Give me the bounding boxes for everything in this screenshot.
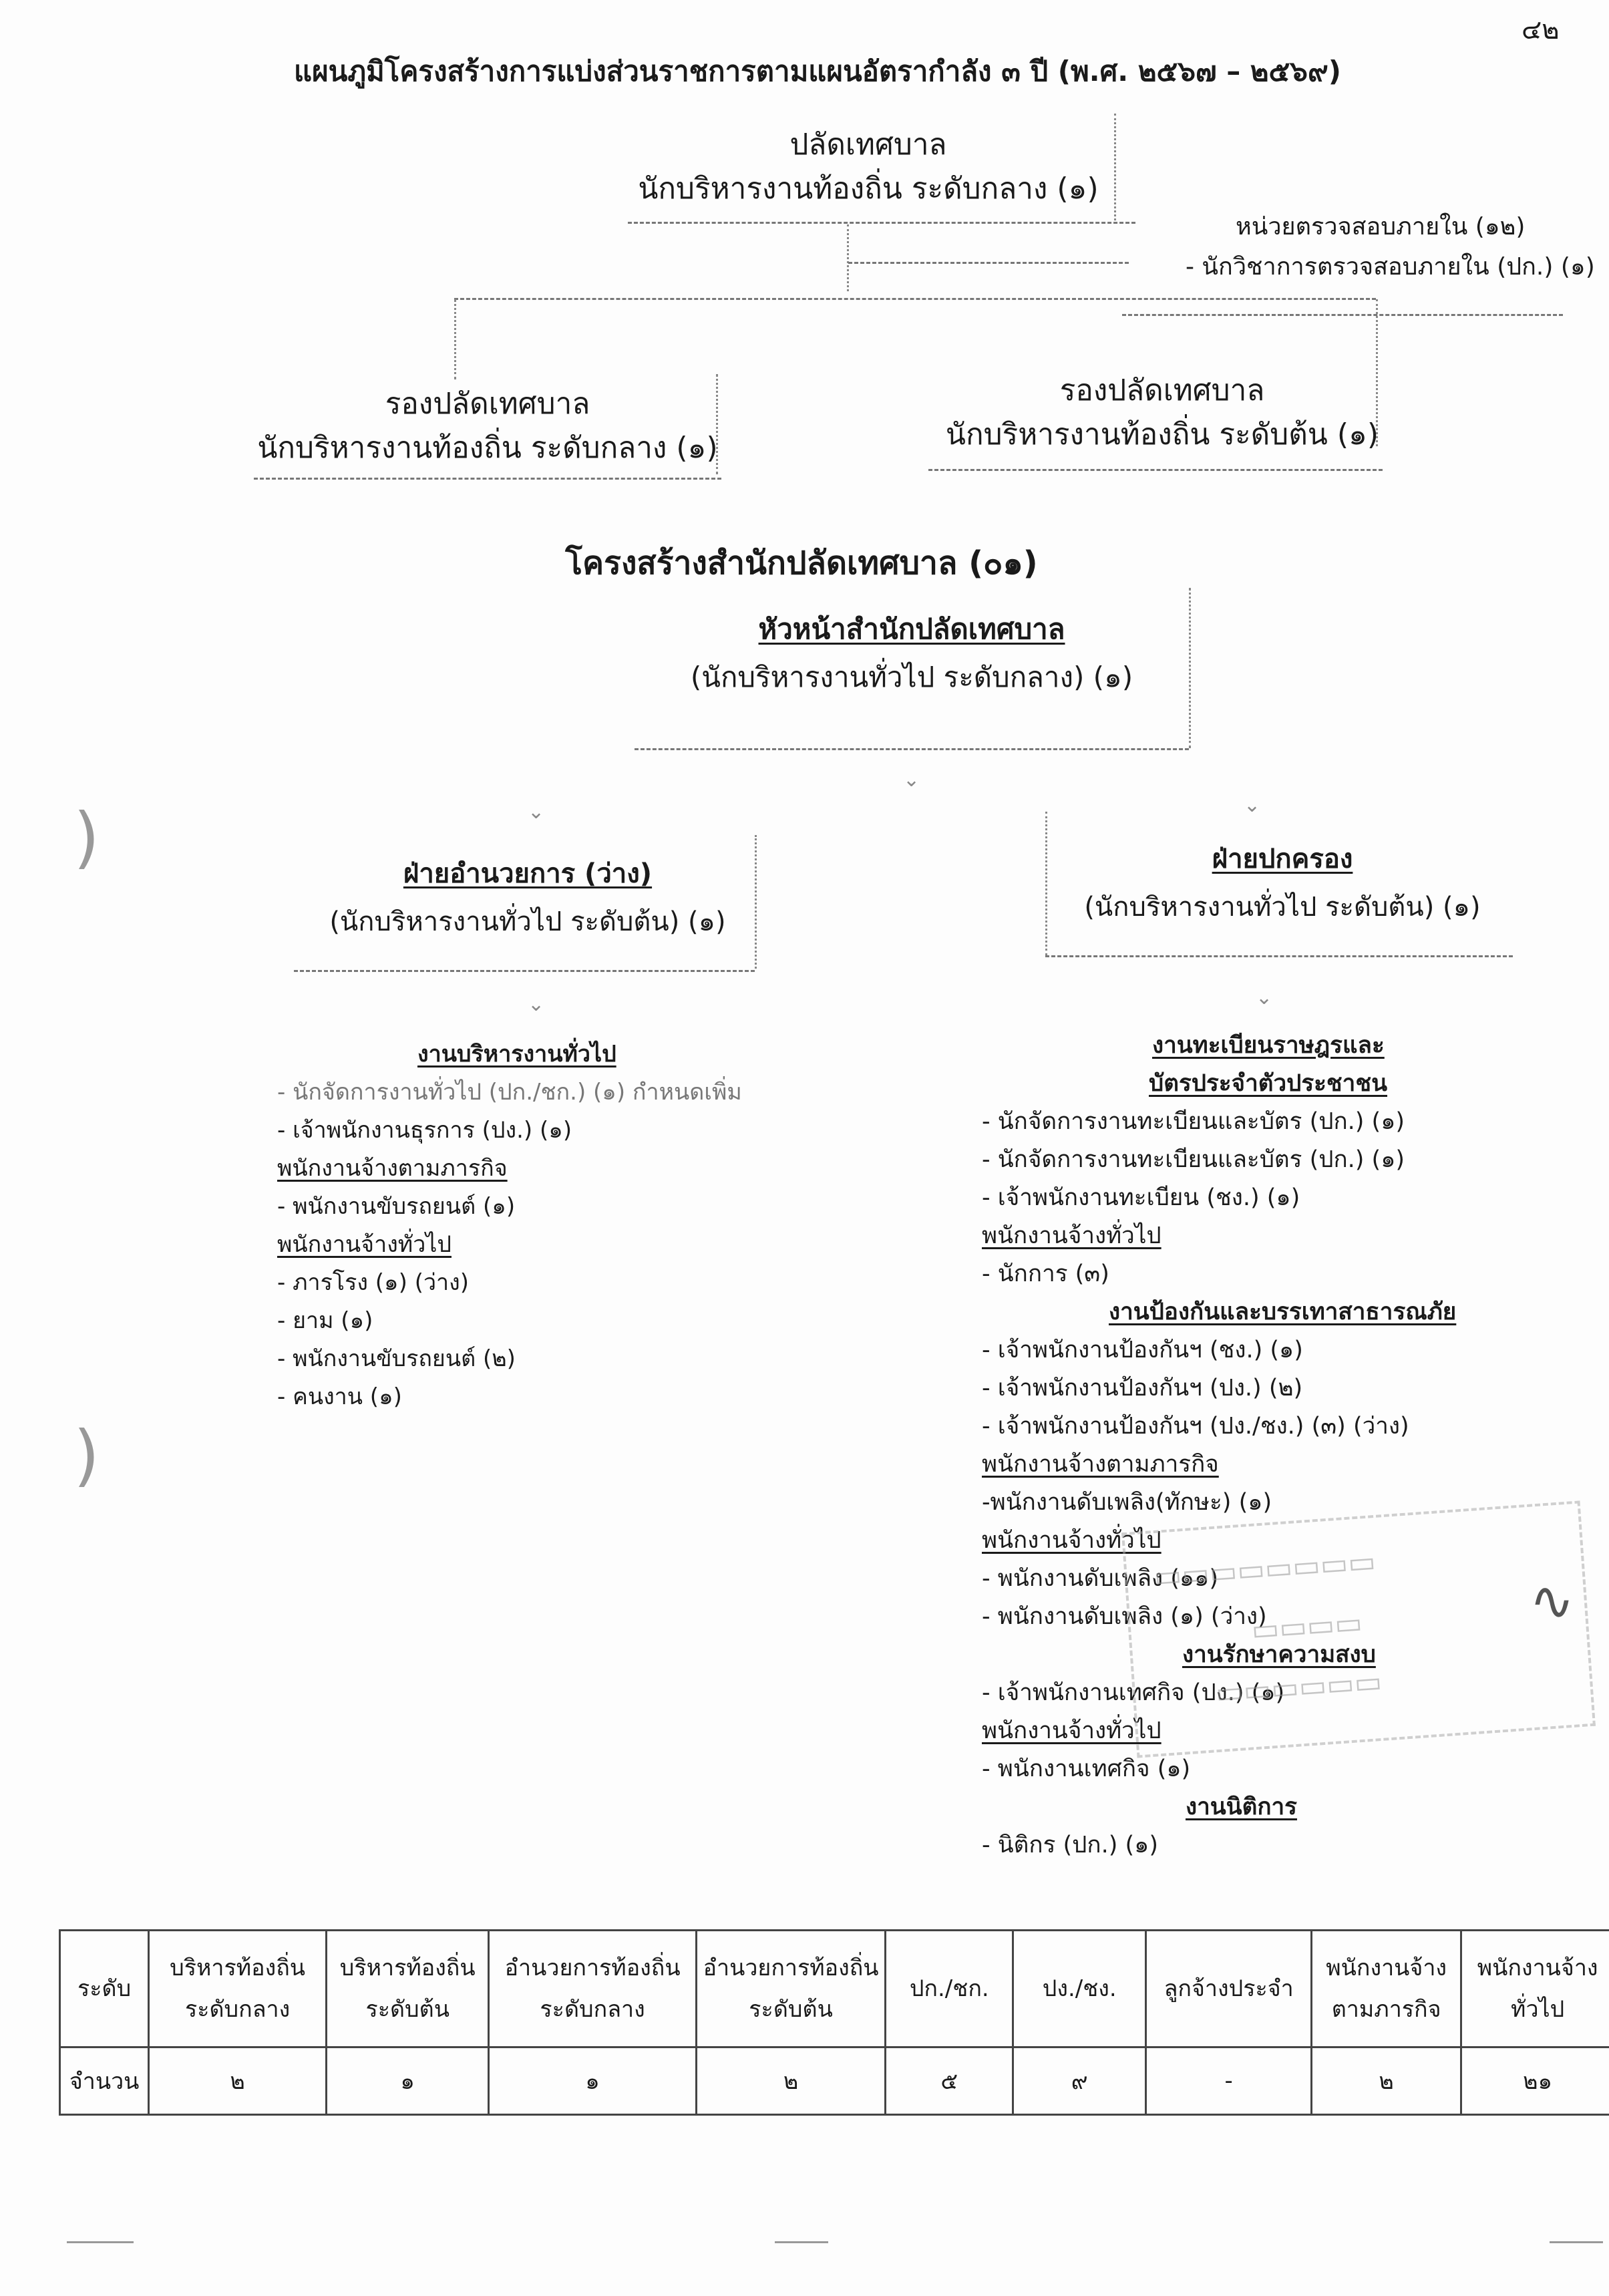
summary-count-2: ๑ — [326, 2047, 489, 2115]
summary-count-row — [60, 2047, 1609, 2115]
left-item-2: - เจ้าพนักงานธุรการ (ปง.) (๑) — [277, 1117, 572, 1144]
reg-title-2: บัตรประจำตัวประชาชน — [1149, 1070, 1388, 1097]
office-heading: โครงสร้างสำนักปลัดเทศบาล (๐๑) — [565, 544, 1038, 582]
office-head-right-line — [1189, 588, 1191, 748]
peace-general-item-1: - พนักงานเทศกิจ (๑) — [982, 1756, 1191, 1782]
deputy-left-bottom-line — [254, 478, 721, 480]
deputy-left-position: นักบริหารงานท้องถิ่น ระดับกลาง (๑) — [257, 431, 718, 465]
summary-count-7: - — [1146, 2047, 1312, 2115]
summary-header-col-9: พนักงานจ้าง ทั่วไป — [1461, 1931, 1609, 2047]
peace-item-1: - เจ้าพนักงานเทศกิจ (ปง.) (๑) — [982, 1679, 1285, 1706]
audit-title: หน่วยตรวจสอบภายใน (๑๒) — [1236, 213, 1526, 240]
summary-header-col-7: ลูกจ้างประจำ — [1146, 1931, 1312, 2047]
chief-box-bottom-line — [628, 222, 1135, 224]
deputy-left-title: รองปลัดเทศบาล — [385, 387, 590, 421]
left-general-item-3: - พนักงานขับรถยนต์ (๒) — [277, 1345, 516, 1372]
div-left-arrow-icon: ⌄ — [528, 993, 545, 1016]
disaster-item-2: - เจ้าพนักงานป้องกันฯ (ปง.) (๒) — [982, 1375, 1303, 1402]
div-left-box — [301, 850, 755, 946]
summary-header-col-4: อำนวยการท้องถิ่น ระดับต้น — [696, 1931, 886, 2047]
left-general-item-2: - ยาม (๑) — [277, 1307, 373, 1334]
office-arrow-icon: ⌄ — [903, 768, 920, 792]
office-head-title: หัวหน้าสำนักปลัดเทศบาล — [758, 613, 1065, 645]
chief-position: นักบริหารงานท้องถิ่น ระดับกลาง (๑) — [638, 172, 1099, 206]
summary-header-col-8: พนักงานจ้าง ตามภารกิจ — [1312, 1931, 1461, 2047]
disaster-mission-heading: พนักงานจ้างตามภารกิจ — [982, 1451, 1219, 1478]
div-left-bottom-line — [294, 970, 755, 972]
right-arrow-icon: ⌄ — [1244, 794, 1261, 817]
connector-to-audit — [848, 262, 1129, 264]
connector-left-deputy — [454, 299, 456, 379]
summary-header-col-6: ปง./ชง. — [1013, 1931, 1146, 2047]
connector-vertical — [847, 224, 849, 291]
deputy-right-box — [928, 369, 1396, 457]
stamp-line-2: ▭▭▭▭ — [1250, 1605, 1364, 1648]
left-item-1: - นักจัดการงานทั่วไป (ปก./ชก.) (๑) กำหนดเพิ่ม — [277, 1079, 742, 1106]
deputy-right-title: รองปลัดเทศบาล — [1059, 373, 1265, 407]
reg-title-1: งานทะเบียนราษฎรและ — [1152, 1032, 1385, 1059]
summary-header-level: ระดับ — [60, 1931, 149, 2047]
office-head-bottom-line — [635, 748, 1189, 750]
stamp-line-3: ▭▭▭▭▭▭ — [1214, 1664, 1383, 1711]
div-right-bottom-line — [1045, 955, 1513, 957]
summary-count-8: ๒ — [1312, 2047, 1461, 2115]
deputy-right-bottom-line — [928, 469, 1383, 471]
stamp-line-1: ▭▭▭▭▭▭▭▭ — [1153, 1544, 1377, 1595]
left-mission-heading: พนักงานจ้างตามภารกิจ — [277, 1155, 508, 1182]
reg-general-item-1: - นักการ (๓) — [982, 1261, 1109, 1287]
left-mission-item-1: - พนักงานขับรถยนต์ (๑) — [277, 1193, 516, 1220]
page-title: แผนภูมิโครงสร้างการแบ่งส่วนราชการตามแผนอัตรากำลัง ๓ ปี (พ.ศ. ๒๕๖๗ – ๒๕๖๙) — [294, 55, 1341, 88]
reg-item-2: - นักจัดการงานทะเบียนและบัตร (ปก.) (๑) — [982, 1146, 1405, 1173]
scan-mark-bottom-left — [67, 2241, 134, 2243]
chief-title: ปลัดเทศบาล — [789, 128, 947, 162]
page-number: ๔๒ — [1522, 15, 1560, 45]
scan-mark-bottom-center — [775, 2241, 828, 2243]
office-head-position: (นักบริหารงานทั่วไป ระดับกลาง) (๑) — [690, 661, 1133, 693]
deputy-right-position: นักบริหารงานท้องถิ่น ระดับต้น (๑) — [945, 418, 1379, 452]
div-left-section — [277, 1035, 742, 1416]
legal-item-1: - นิติกร (ปก.) (๑) — [982, 1832, 1159, 1858]
peace-title: งานรักษาความสงบ — [1182, 1641, 1376, 1668]
disaster-item-3: - เจ้าพนักงานป้องกันฯ (ปง./ชง.) (๓) (ว่าง) — [982, 1413, 1409, 1440]
scan-mark-bottom-right — [1550, 2241, 1603, 2243]
reg-general-heading: พนักงานจ้างทั่วไป — [982, 1222, 1161, 1249]
left-general-item-4: - คนงาน (๑) — [277, 1383, 402, 1410]
audit-box — [1186, 207, 1595, 287]
summary-header-col-3: อำนวยการท้องถิ่น ระดับกลาง — [489, 1931, 696, 2047]
summary-header-row — [60, 1931, 1609, 2047]
reg-item-1: - นักจัดการงานทะเบียนและบัตร (ปก.) (๑) — [982, 1108, 1405, 1135]
signature-icon: ∿ — [1530, 1570, 1575, 1632]
chief-box-right-line — [1114, 114, 1116, 220]
deputy-left-box — [254, 382, 721, 470]
left-section-title: งานบริหารงานทั่วไป — [417, 1041, 616, 1068]
disaster-mission-item-1: -พนักงานดับเพลิง(ทักษะ) (๑) — [982, 1489, 1272, 1516]
summary-count-5: ๕ — [886, 2047, 1013, 2115]
disaster-title: งานป้องกันและบรรเทาสาธารณภัย — [1109, 1299, 1457, 1325]
summary-header-col-5: ปก./ชก. — [886, 1931, 1013, 2047]
summary-table — [59, 1929, 1609, 2116]
punch-hole-icon-bottom: ) — [73, 1416, 100, 1494]
office-head-box — [635, 605, 1189, 701]
summary-count-9: ๒๑ — [1461, 2047, 1609, 2115]
audit-bottom-line — [1122, 314, 1563, 316]
punch-hole-icon-top: ) — [73, 798, 100, 876]
left-general-heading: พนักงานจ้างทั่วไป — [277, 1231, 452, 1258]
div-right-title: ฝ่ายปกครอง — [1212, 844, 1353, 874]
summary-count-1: ๒ — [149, 2047, 327, 2115]
summary-header-col-1: บริหารท้องถิ่น ระดับกลาง — [149, 1931, 327, 2047]
div-right-arrow-icon: ⌄ — [1256, 986, 1273, 1009]
summary-header-col-2: บริหารท้องถิ่น ระดับต้น — [326, 1931, 489, 2047]
summary-count-3: ๑ — [489, 2047, 696, 2115]
left-general-item-1: - ภารโรง (๑) (ว่าง) — [277, 1269, 470, 1296]
div-right-box — [1049, 835, 1516, 931]
legal-title: งานนิติการ — [1186, 1794, 1297, 1820]
summary-count-4: ๒ — [696, 2047, 886, 2115]
div-left-right-line — [755, 835, 757, 969]
summary-count-6: ๙ — [1013, 2047, 1146, 2115]
div-left-position: (นักบริหารงานทั่วไป ระดับต้น) (๑) — [329, 907, 726, 937]
left-arrow-icon: ⌄ — [528, 800, 545, 824]
disaster-general-item-1: - พนักงานดับเพลิง (๑๑) — [982, 1565, 1218, 1592]
div-left-title: ฝ่ายอำนวยการ (ว่าง) — [403, 858, 653, 889]
reg-item-3: - เจ้าพนักงานทะเบียน (ชง.) (๑) — [982, 1184, 1300, 1211]
audit-position: - นักวิชาการตรวจสอบภายใน (ปก.) (๑) — [1186, 253, 1595, 281]
div-right-left-line — [1045, 812, 1047, 955]
div-right-position: (นักบริหารงานทั่วไป ระดับต้น) (๑) — [1084, 892, 1481, 923]
disaster-general-heading: พนักงานจ้างทั่วไป — [982, 1527, 1161, 1554]
connector-deputies — [454, 298, 1376, 300]
peace-general-heading: พนักงานจ้างทั่วไป — [982, 1717, 1161, 1744]
summary-count-label: จำนวน — [60, 2047, 149, 2115]
disaster-item-1: - เจ้าพนักงานป้องกันฯ (ชง.) (๑) — [982, 1337, 1303, 1363]
official-stamp — [1121, 1500, 1596, 1758]
deputy-left-right-line — [716, 374, 718, 474]
chief-box — [601, 123, 1135, 211]
disaster-general-item-2: - พนักงานดับเพลิง (๑) (ว่าง) — [982, 1603, 1267, 1630]
